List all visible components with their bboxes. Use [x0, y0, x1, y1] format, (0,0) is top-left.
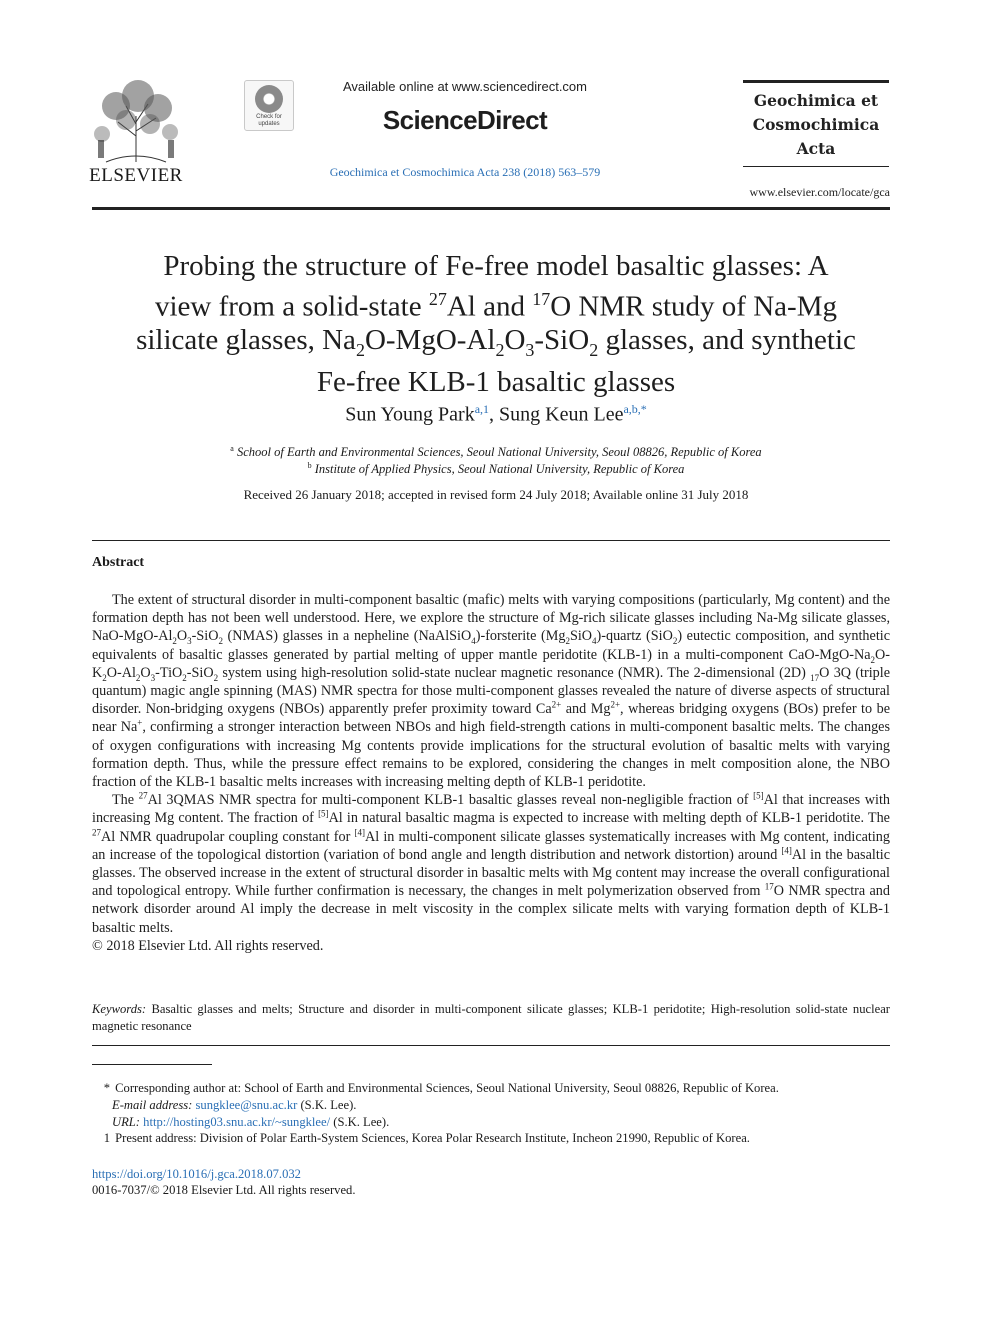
chem-subscript: 2: [870, 654, 876, 665]
abstract-text: and Mg: [561, 701, 611, 718]
chem-subscript: 2: [565, 636, 570, 647]
isotope-superscript: 27: [138, 790, 148, 801]
email-note: [92, 1097, 910, 1114]
abstract-text: The extent of structural disorder in multi-component basaltic (mafic) melts with varying compositions (particularly, Mg content) and the formation depth has not been well understood. Here, we explore the structure of Mg-rich silicate glasses including Na-Mg silicate glasses, NaO-MgO-Al: [92, 592, 890, 645]
title-subscript: 2: [589, 339, 599, 360]
email-label: E-mail address:: [112, 1098, 193, 1112]
journal-rule-top: [743, 80, 889, 83]
homepage-link[interactable]: http://hosting03.snu.ac.kr/~sungklee/: [143, 1115, 331, 1129]
chem-subscript: 4: [471, 636, 476, 647]
chem-subscript: 17: [810, 672, 820, 683]
charge-superscript: 2+: [610, 699, 621, 710]
title-line-4: Fe-free KLB-1 basaltic glasses: [316, 366, 676, 399]
coordination-superscript: [4]: [354, 826, 365, 837]
chem-subscript: 2: [182, 672, 187, 683]
title-subscript: 2: [355, 339, 365, 360]
author-separator: ,: [489, 403, 500, 426]
chem-subscript: 2: [102, 672, 107, 683]
abstract-text: , whereas bridging oxygens (BOs) prefer to be near Na: [92, 701, 890, 736]
abstract-text: , confirming a stronger interaction between NBOs and high field-strength cations in multi-component basaltic melts. The changes of oxygen configurations with increasing Mg contents provide implications for the structural evolution of basaltic melts with varying formation depth. Thus, while the pressure effect remains to be explored, considering the changes in melt composition alone, the NBO fraction of the KLB-1 basaltic melts increases with increasing melting depth of KLB-1 peridotite.: [92, 719, 890, 791]
available-online: Available online at www.sciencedirect.com: [343, 79, 587, 94]
sciencedirect-logo: ScienceDirect: [382, 105, 548, 135]
affiliation-a: [96, 444, 896, 460]
author-name[interactable]: Sun Young Park: [345, 403, 475, 426]
abstract-text: Al 3QMAS NMR spectra for multi-component KLB-1 basaltic glasses reveal non-negligible fraction of: [147, 792, 754, 809]
abstract-text: -TiO: [155, 664, 183, 681]
isotope-superscript: 27: [428, 289, 447, 309]
abstract-text: -SiO: [191, 628, 219, 645]
journal-homepage-link[interactable]: www.elsevier.com/locate/gca: [749, 185, 890, 199]
check-for-updates-badge[interactable]: [244, 80, 294, 131]
footnote-mark: 1: [103, 1131, 110, 1145]
abstract-paragraph-1: [92, 591, 890, 791]
present-address-note: [92, 1130, 890, 1147]
abstract-text: -SiO: [186, 664, 214, 681]
title-text: O NMR study of Na-Mg: [550, 290, 837, 323]
chem-subscript: 3: [187, 636, 192, 647]
title-line-3: [96, 324, 896, 367]
abstract-text: )-forsterite (Mg: [475, 628, 566, 645]
abstract-text: Al in the basaltic glasses. The observed increase in the extent of structural disorder in basaltic melts with Mg content may increase the overall configurational and topological entropy. While further confirmation is necessary, the changes in melt polymerization observed from: [92, 846, 890, 900]
title-text: O-MgO-Al: [364, 323, 496, 356]
elsevier-logo: [86, 76, 186, 187]
abstract-text: Al in natural basaltic magma is expected to increase with melting depth of KLB-1 peridotite. The: [328, 810, 890, 827]
coordination-superscript: [4]: [781, 845, 792, 856]
footnote-text: Present address: Division of Polar Earth-System Sciences, Korea Polar Research Institute, Incheon 21990, Republic of Korea.: [115, 1131, 750, 1145]
abstract-paragraph-2: [92, 791, 890, 937]
affiliation-b: [96, 461, 896, 477]
elsevier-wordmark: ELSEVIER: [89, 165, 183, 186]
journal-name-line-2: Cosmochimica: [752, 115, 880, 134]
abstract-text: O: [140, 664, 151, 681]
affiliation-text: Institute of Applied Physics, Seoul National University, Republic of Korea: [314, 462, 685, 477]
coordination-superscript: [5]: [318, 808, 329, 819]
article-title: [96, 250, 896, 399]
abstract-text: O-K: [92, 646, 890, 681]
abstract-text: Al in multi-component silicate glasses systematically increases with Mg content, indicating an increase of the topological distortion (variation of bond angle and length distribution and network distortion) around: [92, 828, 890, 863]
journal-citation-link[interactable]: Geochimica et Cosmochimica Acta 238 (2018) 563–579: [329, 165, 601, 179]
author-affiliation-marks[interactable]: a,b,*: [623, 402, 647, 416]
abstract-heading: Abstract: [92, 555, 145, 570]
abstract-text: )-quartz (SiO: [596, 628, 673, 645]
url-owner: (S.K. Lee).: [330, 1115, 390, 1129]
chem-subscript: 2: [672, 636, 678, 647]
chem-subscript: 2: [218, 636, 223, 647]
title-text: glasses, and synthetic: [598, 323, 856, 356]
isotope-superscript: 2+: [551, 699, 562, 710]
journal-title-box: [743, 80, 889, 167]
footnote-mark: *: [103, 1081, 110, 1095]
abstract-copyright: © 2018 Elsevier Ltd. All rights reserved.: [92, 937, 324, 954]
abstract-text: Al that increases with increasing Mg content. The fraction of: [92, 792, 890, 827]
author-affiliation-marks[interactable]: a,1: [474, 402, 490, 416]
title-text: O: [504, 323, 526, 356]
journal-name-line-1: Geochimica et: [753, 91, 879, 110]
journal-name-line-3: Acta: [796, 139, 836, 158]
title-text: Al and: [446, 290, 533, 323]
title-text: view from a solid-state: [155, 290, 429, 323]
footnote-text: Corresponding author at: School of Earth and Environmental Sciences, Seoul National University, Seoul 08826, Republic of Korea.: [115, 1081, 779, 1095]
coordination-superscript: [5]: [753, 790, 764, 801]
title-text: -SiO: [534, 323, 590, 356]
header-rule: [92, 207, 890, 210]
title-line-1: Probing the structure of Fe-free model basaltic glasses: A: [163, 250, 829, 282]
elsevier-tree-icon: [86, 76, 186, 164]
abstract-text: ) eutectic composition, and synthetic equivalents of basaltic glasses generated by partial melting of upper mantle peridotite (KLB-1) in a multi-component CaO-MgO-Na: [92, 628, 891, 663]
abstract-text: system using high-resolution solid-state nuclear magnetic resonance (NMR). The 2-dimensional (2D): [218, 664, 811, 681]
corresponding-author-note: [92, 1080, 890, 1097]
title-subscript: 3: [525, 339, 535, 360]
email-link[interactable]: sungklee@snu.ac.kr: [195, 1098, 298, 1112]
title-line-2: [96, 283, 896, 324]
doi-link[interactable]: https://doi.org/10.1016/j.gca.2018.07.032: [92, 1167, 301, 1181]
keywords-text: Basaltic glasses and melts; Structure and disorder in multi-component silicate glasses; KLB-1 peridotite; High-resolution solid-state nuclear magnetic resonance: [92, 1002, 890, 1033]
article-history: Received 26 January 2018; accepted in revised form 24 July 2018; Available online 31 July 2018: [243, 487, 749, 502]
journal-name: [743, 89, 889, 161]
affiliation-mark: a: [230, 444, 234, 453]
keywords-label: Keywords:: [92, 1002, 147, 1016]
keywords: [92, 1001, 890, 1035]
chem-subscript: 2: [213, 672, 219, 683]
affiliation-text: School of Earth and Environmental Sciences, Seoul National University, Seoul 08826, Republic of Korea: [236, 445, 762, 460]
abstract-text: O-Al: [106, 664, 136, 681]
check-for-updates-label: Check for updates: [256, 114, 282, 127]
author-list: [96, 402, 896, 427]
title-subscript: 2: [495, 339, 505, 360]
keywords-bottom-rule: [92, 1045, 890, 1046]
journal-rule-bottom: [743, 166, 889, 167]
url-label: URL:: [112, 1115, 140, 1129]
abstract-text: O: [176, 628, 188, 645]
chem-subscript: 2: [172, 636, 177, 647]
affiliation-mark: b: [307, 461, 312, 470]
issn-copyright: 0016-7037/© 2018 Elsevier Ltd. All rights reserved.: [92, 1183, 356, 1197]
abstract-text: The: [112, 792, 139, 809]
abstract-text: O 3Q (triple quantum) magic angle spinning (MAS) NMR spectra for those multi-component glasses revealed the nature of diverse aspects of structural disorder. Non-bridging oxygens (NBOs) apparently prefer proximity toward Ca: [92, 664, 890, 718]
isotope-superscript: 17: [532, 289, 551, 309]
email-owner: (S.K. Lee).: [297, 1098, 357, 1112]
abstract-text: O NMR spectra and network disorder around Al imply the decrease in melt viscosity in the complex silicate melts with varying formation depth of KLB-1 basaltic melts.: [92, 883, 890, 936]
abstract-top-rule: [92, 540, 890, 541]
author-name[interactable]: Sung Keun Lee: [499, 403, 624, 426]
charge-superscript: +: [137, 717, 143, 728]
chem-subscript: 2: [135, 672, 141, 683]
crossmark-icon: [255, 85, 283, 113]
isotope-superscript: 17: [764, 881, 774, 892]
footnote-rule: [92, 1064, 212, 1065]
chem-subscript: 3: [150, 672, 156, 683]
title-text: silicate glasses, Na: [136, 323, 356, 356]
abstract-text: SiO: [569, 628, 593, 645]
abstract-body: [92, 591, 890, 955]
abstract-text: (NMAS) glasses in a nepheline (NaAlSiO: [222, 628, 472, 645]
url-note: [92, 1114, 910, 1131]
chem-subscript: 4: [592, 636, 597, 647]
isotope-superscript: 27: [92, 826, 101, 837]
abstract-text: Al NMR quadrupolar coupling constant for: [101, 828, 355, 845]
